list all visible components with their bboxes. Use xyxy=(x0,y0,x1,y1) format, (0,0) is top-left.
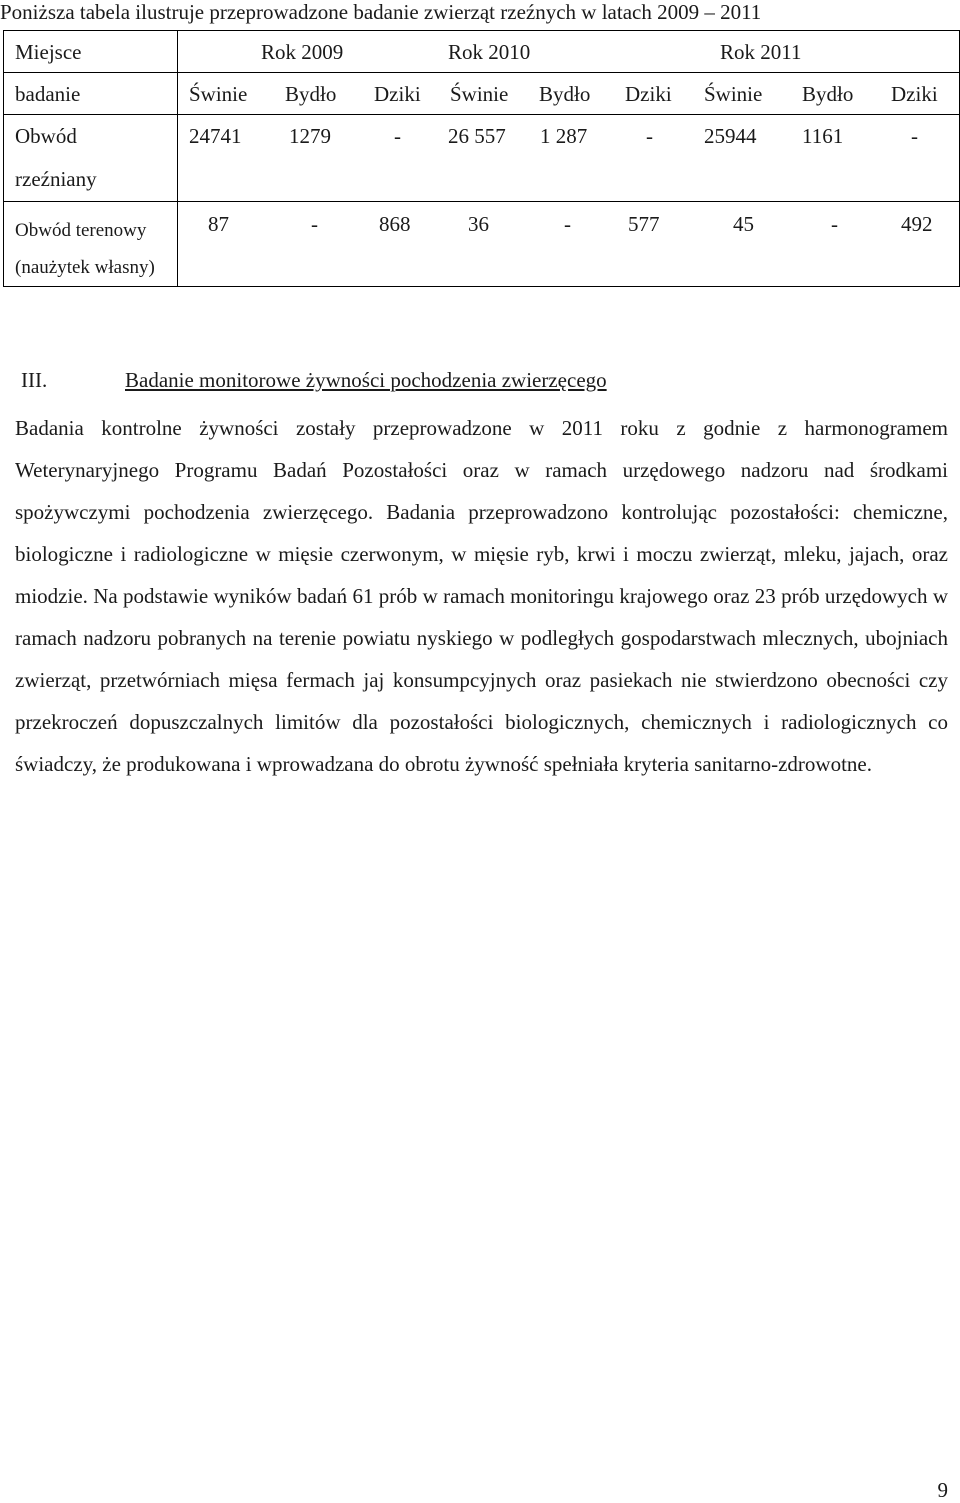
row-values xyxy=(178,115,960,202)
species-header: Dziki xyxy=(374,82,421,106)
table-row xyxy=(4,115,960,202)
header-place: Miejsce xyxy=(4,31,178,73)
species-header: Świnie xyxy=(189,82,248,106)
table-cell: 45 xyxy=(733,212,754,236)
table-header-row xyxy=(4,31,960,73)
row-label: Obwód rzeźniany xyxy=(4,115,178,202)
species-header: Bydło xyxy=(802,82,854,106)
species-headers xyxy=(178,73,960,115)
table-cell: 868 xyxy=(379,212,411,236)
section-heading xyxy=(21,368,607,393)
table-cell: - xyxy=(646,124,653,148)
table-cell: 26 557 xyxy=(448,124,506,148)
species-header: Bydło xyxy=(539,82,591,106)
year-2009: Rok 2009 xyxy=(261,40,344,64)
table-cell: 1161 xyxy=(802,124,844,148)
table-cell: 1279 xyxy=(289,124,331,148)
species-header: Dziki xyxy=(891,82,938,106)
table-subheader-row xyxy=(4,73,960,115)
table-cell: - xyxy=(911,124,918,148)
species-header: Świnie xyxy=(450,82,509,106)
section-number: III. xyxy=(21,368,48,392)
species-header: Dziki xyxy=(625,82,672,106)
slaughter-animals-table xyxy=(3,30,960,287)
table-cell: 1 287 xyxy=(540,124,588,148)
row-label: Obwód terenowy (naużytek własny) xyxy=(4,202,178,287)
table-cell: 492 xyxy=(901,212,933,236)
species-header: Bydło xyxy=(285,82,337,106)
table-cell: 577 xyxy=(628,212,660,236)
year-2010: Rok 2010 xyxy=(448,40,531,64)
table-row xyxy=(4,202,960,287)
intro-text: Poniższa tabela ilustruje przeprowadzone badanie zwierząt rzeźnych w latach 2009 – 2011 xyxy=(0,0,762,24)
section-body-paragraph: Badania kontrolne żywności zostały przeprowadzone w 2011 roku z godnie z harmonogramem Weterynaryjnego Programu Badań Pozostałości oraz w ramach urzędowego nadzoru nad środkami spożywczymi pochodzenia zwierzęcego. Badania przeprowadzono kontrolując pozostałości: chemiczne, biologiczne i radiologiczne w mięsie czerwonym, w mięsie ryb, krwi i moczu zwierząt, mleku, jajach, oraz miodzie. Na podstawie wyników badań 61 prób w ramach monitoringu krajowego oraz 23 prób urzędowych w ramach nadzoru pobranych na terenie powiatu nyskiego w podległych gospodarstwach mlecznych, ubojniach zwierząt, przetwórniach mięsa fermach jaj konsumpcyjnych oraz pasiekach nie stwierdzono obecności czy przekroczeń dopuszczalnych limitów dla pozostałości biologicznych, chemicznych i radiologicznych co świadczy, że produkowana i wprowadzana do obrotu żywność spełniała kryteria sanitarno-zdrowotne. xyxy=(15,416,948,776)
year-2011: Rok 2011 xyxy=(720,40,802,64)
table-cell: - xyxy=(564,212,571,236)
page-number: 9 xyxy=(937,1478,948,1502)
table-cell: - xyxy=(394,124,401,148)
table-cell: 24741 xyxy=(189,124,242,148)
row-values xyxy=(178,202,960,287)
table-cell: 36 xyxy=(468,212,489,236)
table-cell: 25944 xyxy=(704,124,757,148)
header-years xyxy=(178,31,960,73)
species-header: Świnie xyxy=(704,82,763,106)
table-cell: - xyxy=(831,212,838,236)
subheader-label: badanie xyxy=(4,73,178,115)
section-title: Badanie monitorowe żywności pochodzenia zwierzęcego xyxy=(125,368,607,392)
table-cell: - xyxy=(311,212,318,236)
table-cell: 87 xyxy=(208,212,229,236)
